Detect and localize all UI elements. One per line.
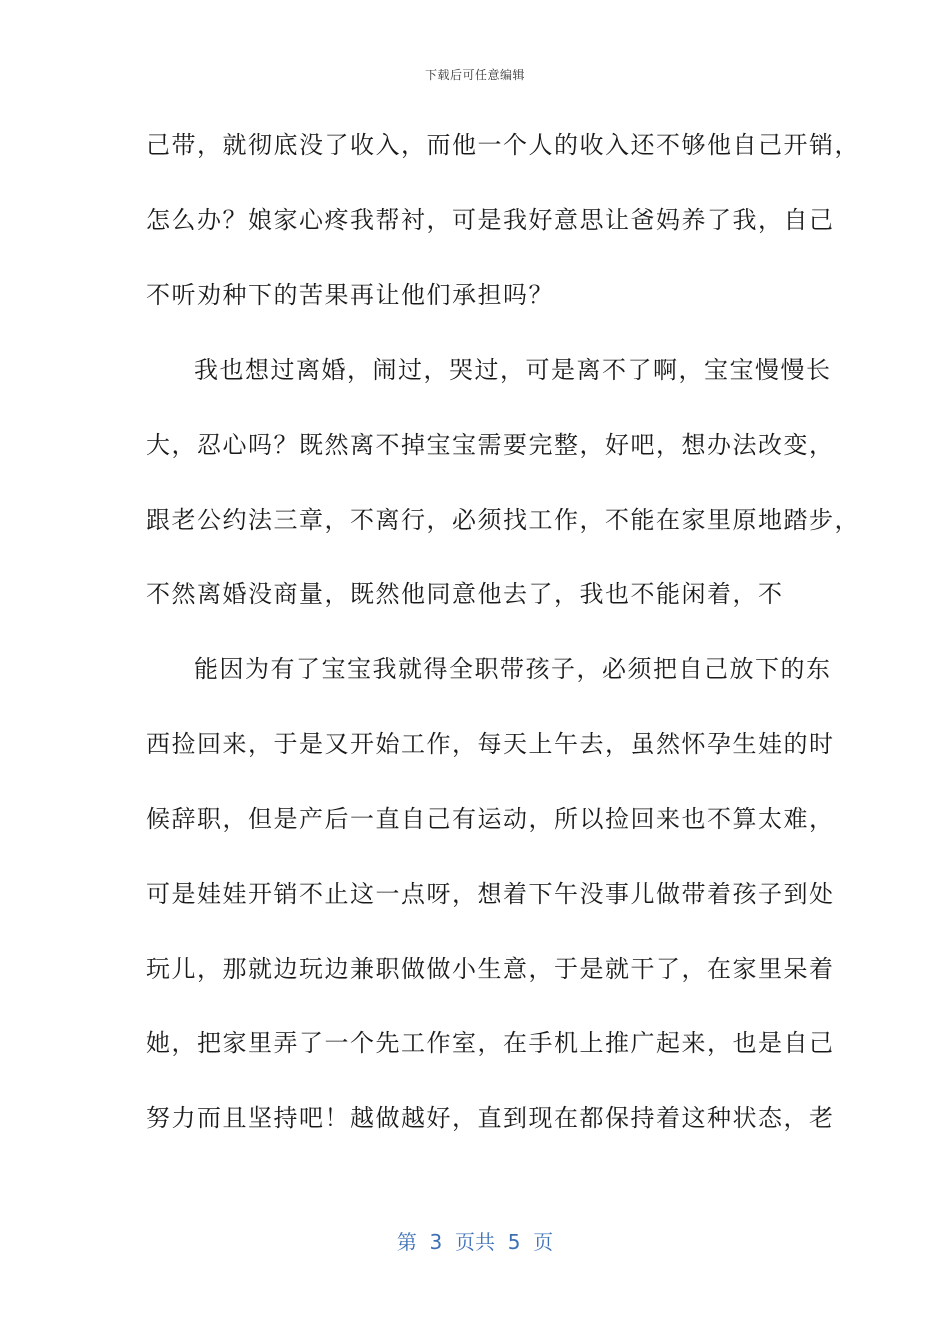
text-line: 候辞职，但是产后一直自己有运动，所以捡回来也不算太难，	[146, 805, 835, 833]
text-line: 可是娃娃开销不止这一点呀，想着下午没事儿做带着孩子到处	[146, 880, 835, 908]
text-line: 她，把家里弄了一个先工作室，在手机上推广起来，也是自己	[146, 1029, 835, 1057]
text-line: 怎么办？娘家心疼我帮衬，可是我好意思让爸妈养了我，自己	[146, 206, 835, 234]
text-line: 大，忍心吗？既然离不掉宝宝需要完整，好吧，想办法改变，	[146, 431, 835, 459]
text-line: 努力而且坚持吧！越做越好，直到现在都保持着这种状态，老	[146, 1104, 835, 1132]
paragraph-start-line: 我也想过离婚，闹过，哭过，可是离不了啊，宝宝慢慢长	[194, 356, 832, 384]
page-number: 第 3 页共 5 页	[396, 1230, 554, 1254]
text-line: 西捡回来，于是又开始工作，每天上午去，虽然怀孕生娃的时	[146, 730, 835, 758]
text-line: 不听劝种下的苦果再让他们承担吗？	[146, 281, 554, 309]
text-line: 不然离婚没商量，既然他同意他去了，我也不能闲着，不	[146, 580, 784, 608]
text-line: 玩儿，那就边玩边兼职做做小生意，于是就干了，在家里呆着	[146, 955, 835, 983]
paragraph-start-line: 能因为有了宝宝我就得全职带孩子，必须把自己放下的东	[194, 655, 832, 683]
text-line: 跟老公约法三章，不离行，必须找工作，不能在家里原地踏步，	[146, 506, 860, 534]
text-line: 己带，就彻底没了收入，而他一个人的收入还不够他自己开销，	[146, 131, 860, 159]
header-note: 下载后可任意编辑	[424, 68, 525, 82]
